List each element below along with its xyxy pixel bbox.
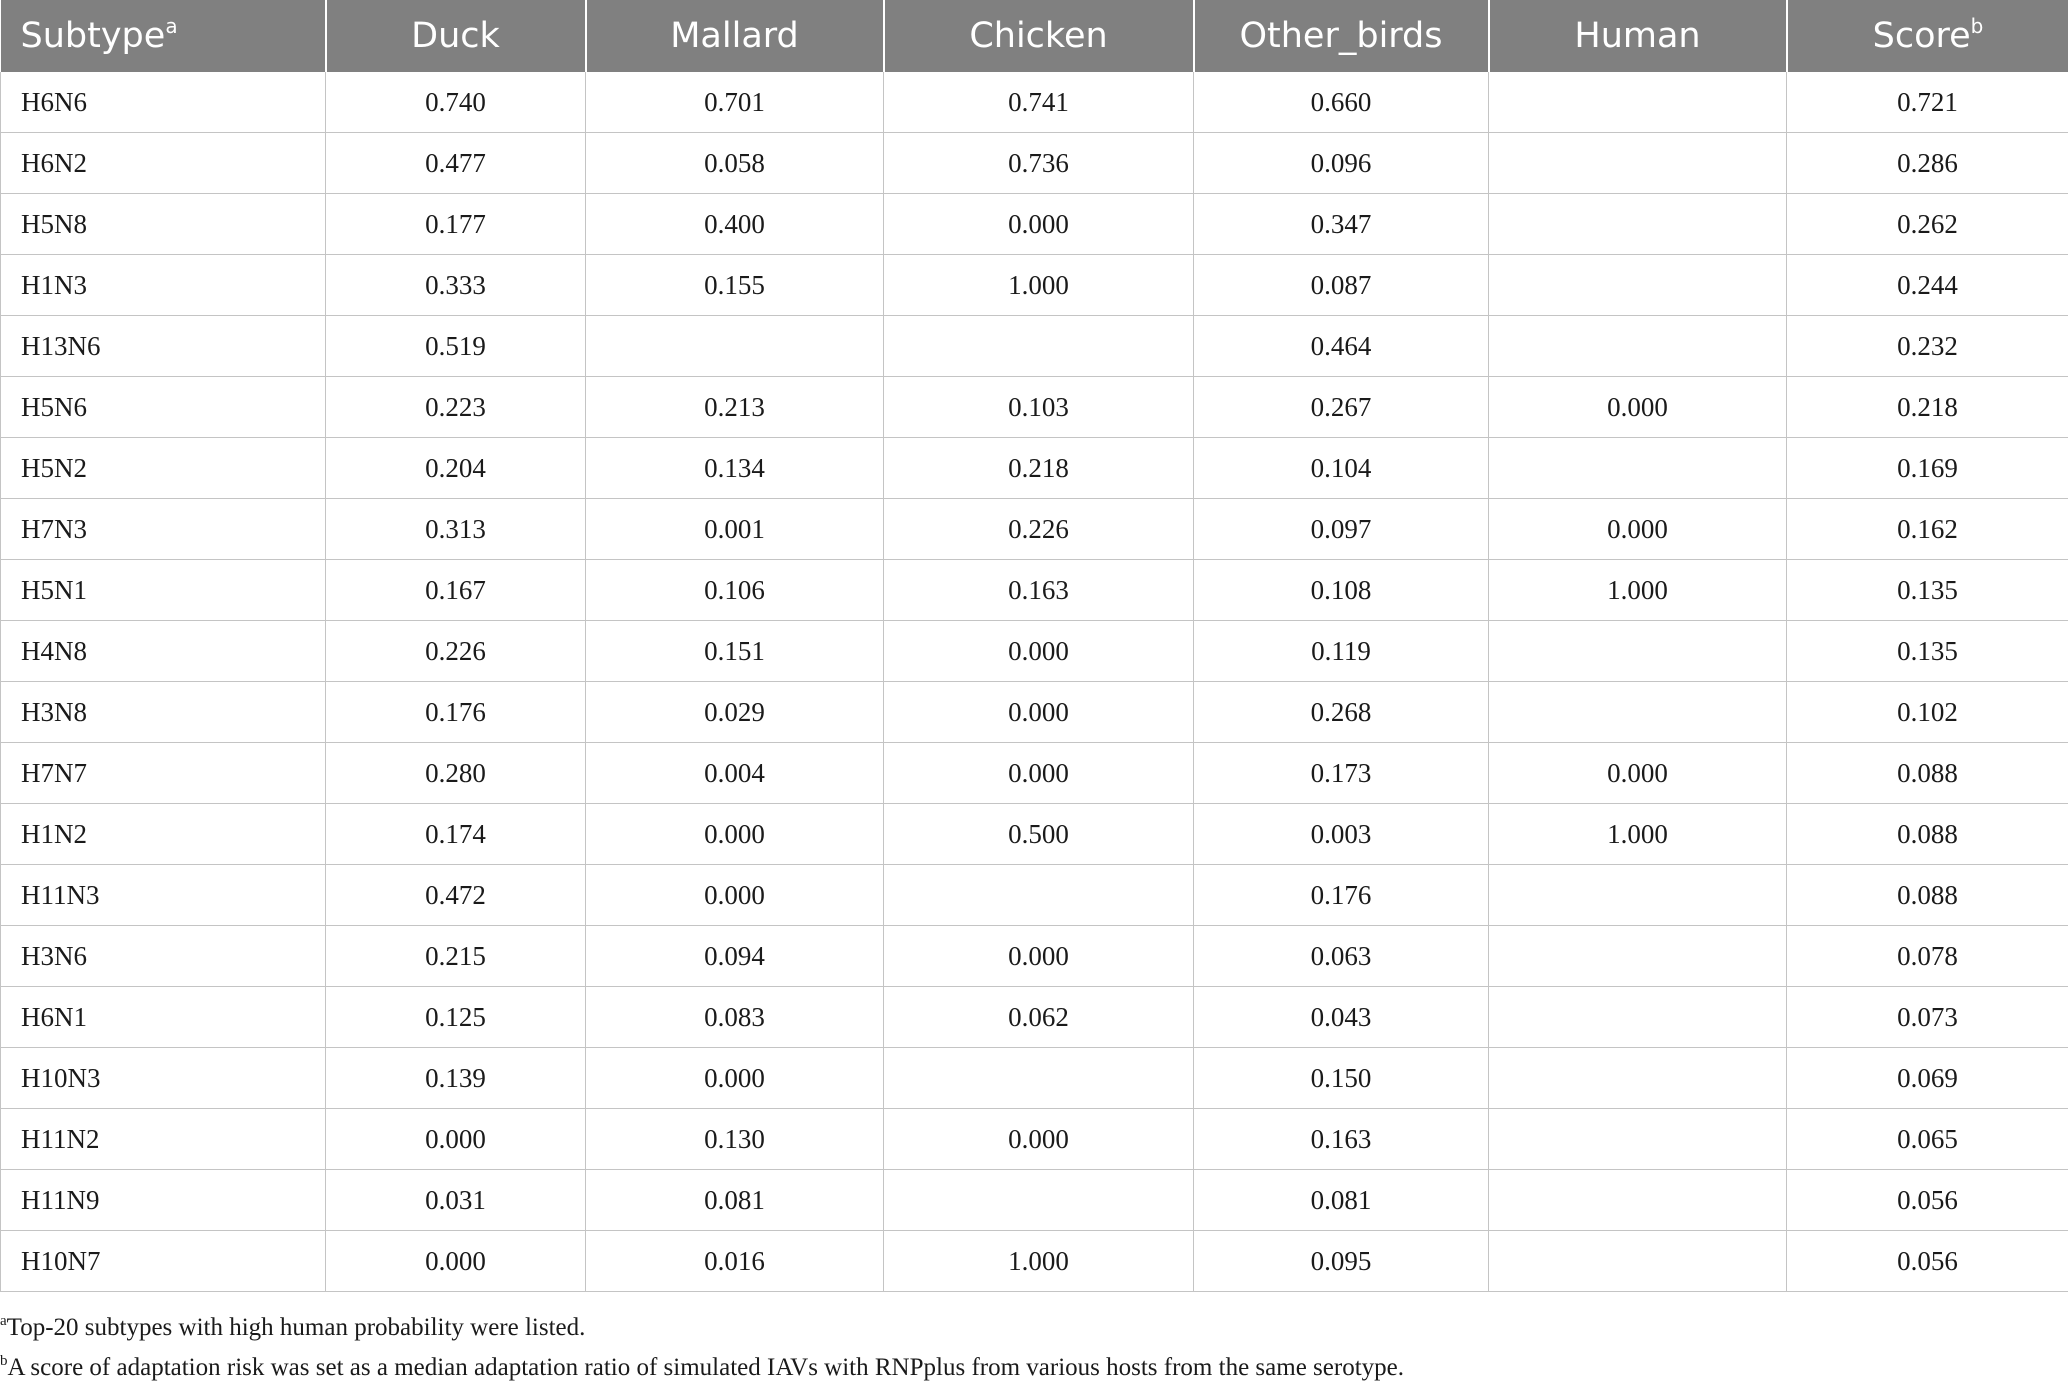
value-cell: 0.741 [884,72,1194,133]
value-cell: 0.000 [326,1109,586,1170]
table-row [1,926,2068,987]
value-cell: 0.102 [1787,682,2068,743]
column-header-subtype [1,0,326,72]
column-header-label: Mallard [670,16,799,56]
value-cell: 0.097 [1194,499,1489,560]
value-cell: 0.000 [884,1109,1194,1170]
value-cell: 0.096 [1194,133,1489,194]
value-cell: 0.029 [586,682,884,743]
value-cell: 0.073 [1787,987,2068,1048]
value-cell: 0.226 [884,499,1194,560]
value-cell [1489,1170,1787,1231]
value-cell: 1.000 [884,1231,1194,1292]
value-cell: 0.000 [884,621,1194,682]
value-cell: 0.176 [1194,865,1489,926]
subtype-cell: H5N6 [1,377,326,438]
footnote-marker: b [0,1353,8,1369]
value-cell: 0.000 [1489,377,1787,438]
value-cell: 0.280 [326,743,586,804]
column-header-score [1787,0,2068,72]
value-cell [1489,865,1787,926]
value-cell: 0.000 [1489,499,1787,560]
value-cell: 0.660 [1194,72,1489,133]
value-cell: 0.058 [586,133,884,194]
subtype-cell: H3N8 [1,682,326,743]
value-cell: 0.056 [1787,1170,2068,1231]
table-row [1,133,2068,194]
table-row [1,255,2068,316]
footnote-text: Top-20 subtypes with high human probability were listed. [6,1314,586,1341]
table-row [1,804,2068,865]
value-cell [1489,194,1787,255]
value-cell [1489,1048,1787,1109]
column-header-chicken [884,0,1194,72]
value-cell: 0.162 [1787,499,2068,560]
value-cell: 0.134 [586,438,884,499]
column-header-label: Human [1574,16,1701,56]
value-cell: 0.125 [326,987,586,1048]
table-row [1,621,2068,682]
table-row [1,560,2068,621]
value-cell: 0.065 [1787,1109,2068,1170]
subtype-cell: H6N1 [1,987,326,1048]
value-cell: 0.472 [326,865,586,926]
column-header-human [1489,0,1787,72]
table-row [1,377,2068,438]
subtype-cell: H11N9 [1,1170,326,1231]
value-cell: 1.000 [1489,804,1787,865]
value-cell [1489,133,1787,194]
subtype-cell: H4N8 [1,621,326,682]
value-cell: 0.062 [884,987,1194,1048]
value-cell [1489,316,1787,377]
footnote-marker: a [165,14,178,38]
value-cell [1489,1231,1787,1292]
value-cell: 0.016 [586,1231,884,1292]
column-header-label: Chicken [969,16,1108,56]
value-cell: 1.000 [884,255,1194,316]
value-cell: 0.083 [586,987,884,1048]
value-cell [1489,926,1787,987]
value-cell: 0.151 [586,621,884,682]
value-cell: 0.000 [326,1231,586,1292]
subtype-cell: H5N1 [1,560,326,621]
value-cell [1489,682,1787,743]
value-cell: 0.106 [586,560,884,621]
value-cell: 0.000 [1489,743,1787,804]
subtype-cell: H7N3 [1,499,326,560]
value-cell: 0.204 [326,438,586,499]
value-cell [1489,987,1787,1048]
value-cell: 0.000 [586,865,884,926]
value-cell: 0.313 [326,499,586,560]
value-cell: 0.740 [326,72,586,133]
table-row [1,682,2068,743]
subtype-cell: H10N7 [1,1231,326,1292]
value-cell: 0.173 [1194,743,1489,804]
subtype-cell: H11N2 [1,1109,326,1170]
value-cell: 0.176 [326,682,586,743]
subtype-cell: H5N8 [1,194,326,255]
table-row [1,1170,2068,1231]
table-row [1,316,2068,377]
subtype-cell: H10N3 [1,1048,326,1109]
value-cell [1489,1109,1787,1170]
value-cell: 0.177 [326,194,586,255]
subtype-cell: H1N3 [1,255,326,316]
value-cell: 0.477 [326,133,586,194]
value-cell [586,316,884,377]
table-row [1,743,2068,804]
table-row [1,194,2068,255]
value-cell: 0.108 [1194,560,1489,621]
value-cell: 0.163 [884,560,1194,621]
value-cell: 0.000 [884,682,1194,743]
subtype-cell: H6N2 [1,133,326,194]
value-cell: 0.004 [586,743,884,804]
value-cell: 0.701 [586,72,884,133]
value-cell: 0.056 [1787,1231,2068,1292]
value-cell: 0.081 [586,1170,884,1231]
column-header-label: Duck [411,16,500,56]
value-cell: 0.163 [1194,1109,1489,1170]
table-row [1,1109,2068,1170]
value-cell: 0.043 [1194,987,1489,1048]
value-cell: 0.347 [1194,194,1489,255]
value-cell: 0.464 [1194,316,1489,377]
value-cell: 0.232 [1787,316,2068,377]
value-cell [884,1048,1194,1109]
value-cell: 0.213 [586,377,884,438]
value-cell: 0.500 [884,804,1194,865]
column-header-label: Other_birds [1239,16,1443,56]
value-cell: 0.130 [586,1109,884,1170]
value-cell: 0.268 [1194,682,1489,743]
column-header-mallard [586,0,884,72]
value-cell: 0.003 [1194,804,1489,865]
value-cell: 0.000 [884,926,1194,987]
value-cell [884,316,1194,377]
table-row [1,72,2068,133]
value-cell: 0.169 [1787,438,2068,499]
value-cell: 0.119 [1194,621,1489,682]
value-cell: 0.088 [1787,804,2068,865]
table-row [1,438,2068,499]
subtype-cell: H11N3 [1,865,326,926]
value-cell: 0.519 [326,316,586,377]
value-cell: 0.103 [884,377,1194,438]
value-cell: 0.031 [326,1170,586,1231]
value-cell: 0.087 [1194,255,1489,316]
value-cell: 0.135 [1787,621,2068,682]
value-cell: 0.139 [326,1048,586,1109]
value-cell [1489,72,1787,133]
table-row [1,1231,2068,1292]
value-cell: 0.736 [884,133,1194,194]
value-cell: 1.000 [1489,560,1787,621]
table-row [1,865,2068,926]
value-cell: 0.095 [1194,1231,1489,1292]
value-cell [884,1170,1194,1231]
value-cell: 0.001 [586,499,884,560]
value-cell: 0.135 [1787,560,2068,621]
footnote-a [0,1308,1404,1348]
value-cell [1489,255,1787,316]
value-cell: 0.000 [884,194,1194,255]
value-cell: 0.088 [1787,743,2068,804]
column-header-other-birds [1194,0,1489,72]
value-cell: 0.155 [586,255,884,316]
value-cell: 0.215 [326,926,586,987]
column-header-label: Subtype [20,16,166,56]
value-cell: 0.286 [1787,133,2068,194]
subtype-cell: H13N6 [1,316,326,377]
footnote-marker: b [1970,14,1984,38]
value-cell: 0.150 [1194,1048,1489,1109]
table-row [1,987,2068,1048]
value-cell: 0.000 [586,804,884,865]
footnote-marker: a [0,1313,7,1329]
value-cell: 0.267 [1194,377,1489,438]
value-cell: 0.174 [326,804,586,865]
value-cell: 0.088 [1787,865,2068,926]
value-cell [1489,621,1787,682]
table-row [1,499,2068,560]
table-body [1,72,2068,1292]
subtype-cell: H1N2 [1,804,326,865]
subtype-cell: H6N6 [1,72,326,133]
column-header-label: Score [1872,16,1971,56]
value-cell: 0.721 [1787,72,2068,133]
value-cell: 0.400 [586,194,884,255]
value-cell: 0.000 [884,743,1194,804]
column-header-duck [326,0,586,72]
table-header-row [1,0,2068,72]
table-row [1,1048,2068,1109]
value-cell: 0.226 [326,621,586,682]
value-cell: 0.081 [1194,1170,1489,1231]
value-cell: 0.000 [586,1048,884,1109]
table-footnotes [0,1308,1404,1388]
value-cell: 0.104 [1194,438,1489,499]
subtype-cell: H3N6 [1,926,326,987]
value-cell: 0.094 [586,926,884,987]
value-cell [884,865,1194,926]
value-cell: 0.223 [326,377,586,438]
value-cell: 0.262 [1787,194,2068,255]
value-cell: 0.078 [1787,926,2068,987]
subtype-cell: H5N2 [1,438,326,499]
value-cell: 0.333 [326,255,586,316]
value-cell [1489,438,1787,499]
value-cell: 0.167 [326,560,586,621]
footnote-text: A score of adaptation risk was set as a median adaptation ratio of simulated IAVs with RNPplus from various hosts from the same serotype. [7,1354,1404,1381]
value-cell: 0.244 [1787,255,2068,316]
footnote-b [0,1348,1404,1388]
value-cell: 0.218 [884,438,1194,499]
subtype-cell: H7N7 [1,743,326,804]
value-cell: 0.218 [1787,377,2068,438]
value-cell: 0.063 [1194,926,1489,987]
value-cell: 0.069 [1787,1048,2068,1109]
